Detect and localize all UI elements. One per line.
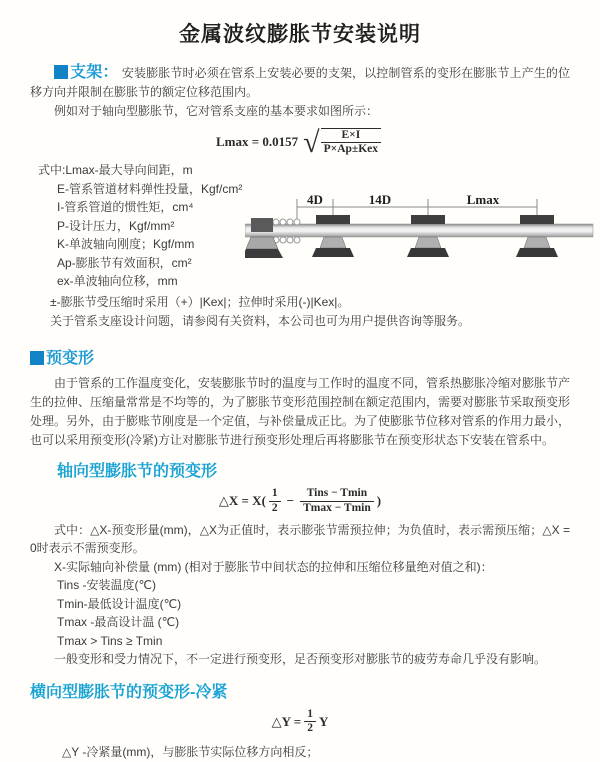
- definition-line: Ap-膨胀节有效面积，cm²: [57, 255, 192, 270]
- temperature-numerator: Tins − Tmin: [300, 487, 374, 501]
- lmax-formula-lhs: Lmax = 0.0157: [215, 134, 299, 150]
- lateral-subheading: 横向型膨胀节的预变形-冷紧: [30, 683, 228, 701]
- kex-note: ±-膨胀节受压缩时采用（+）|Kex|；拉伸时采用(-)|Kex|。: [50, 295, 350, 310]
- one-half-fraction: [304, 708, 316, 735]
- axial-note-line: Tmax > Tins ≥ Tmin: [57, 633, 163, 648]
- axial-subheading: 轴向型膨胀节的预变形: [57, 463, 218, 481]
- definition-line: I-管系管道的惯性矩，cm⁴: [57, 200, 194, 215]
- lateral-formula: [30, 708, 570, 735]
- half-denominator: 2: [271, 501, 278, 514]
- pipe: [245, 224, 593, 237]
- one-half-fraction: [269, 487, 281, 514]
- definition-line: ex-单波轴向位移，mm: [57, 274, 178, 289]
- predeform-body: 由于管系的工作温度变化，安装膨胀节时的温度与工作时的温度不同，管系热膨胀冷缩对膨胀节产生的拉伸、压缩量常常是不均等的，为了膨胀节变形范围控制在额定范围内，需要对膨胀节采取预变形处理。另外，由于膨账节刚度是一个定值，与补偿量成正比。为了使膨胀节位移对管系的作用力最小，也可以采用预变形(冷紧)方让对膨胀节进行预变形处理后再将膨胀节在预变形状态下安装在管系中。: [30, 376, 571, 448]
- definition-line: 式中:Lmax-最大导向间距，m: [38, 163, 193, 178]
- half-numerator: 1: [269, 487, 281, 501]
- half-numerator: 1: [304, 708, 316, 722]
- lmax-formula-denominator: P×Ap±Kex: [323, 143, 379, 156]
- axial-note-line: 一般变形和受力情况下，不一定进行预变形，足否预变形对膨胀节的疲劳寿命几乎没有影响。: [54, 652, 547, 667]
- support-intro-paragraph: [30, 63, 570, 102]
- axial-note-line: Tmax -最高设计温 (℃): [57, 615, 180, 630]
- temperature-denominator: Tmax − Tmin: [303, 501, 371, 514]
- lateral-note: △Y -冷紧量(mm)，与膨胀节实际位移方向相反；: [62, 745, 319, 760]
- lateral-formula-tail: Y: [318, 713, 329, 729]
- support-section-heading: [54, 64, 118, 81]
- axial-note-line: Tmin-最低设计温度(℃): [57, 596, 182, 611]
- consulting-note: 关于管系支座设计问题，请参阅有关资料，本公司也可为用户提供咨询等服务。: [50, 314, 471, 329]
- support-example-line: 例如对于轴向型膨胀节，它对管系支座的基本要求如图所示：: [54, 104, 379, 118]
- axial-note-line: X-实际轴向补偿量 (mm) (相对于膨胀节中间状态的拉伸和压缩位移量绝对值之和)：: [54, 559, 493, 574]
- section-marker-icon: [30, 351, 44, 365]
- lateral-formula-lead: △Y =: [271, 713, 302, 729]
- dimension-label-14d: 14D: [368, 192, 392, 208]
- support-intro-text: 安装膨胀节时必须在管系上安装必要的支架，以控制管系的变形在膨胀节上产生的位移方向并限制在膨胀节的额定位移范围内。: [30, 66, 570, 99]
- section-marker-icon: [54, 65, 68, 79]
- axial-note-line: 式中：△X-预变形量(mm)，△X为正值时，表示膨张节需预拉伸；为负值时，表示需预压缩；△X = 0时表示不需预变形。: [30, 522, 570, 556]
- lmax-formula-fraction: [321, 128, 381, 156]
- support-heading-label: 支架：: [70, 64, 119, 81]
- lmax-formula-numerator: E×I: [321, 129, 381, 143]
- half-denominator: 2: [307, 722, 313, 735]
- definitions-and-diagram: [30, 161, 570, 293]
- definition-line: E-管系管道材料弹性投量，Kgf/cm²: [57, 181, 243, 196]
- axial-formula-operator: −: [286, 493, 295, 509]
- predeform-section-heading: [30, 345, 570, 368]
- dimension-label-lmax: Lmax: [466, 192, 500, 208]
- definition-line: K-单波轴向刚度；Kgf/mm: [57, 237, 195, 252]
- temperature-fraction: [300, 487, 374, 514]
- radical-sign: √: [303, 125, 320, 159]
- axial-notes: [30, 521, 570, 669]
- definition-line: P-设计压力，Kgf/mm²: [57, 218, 175, 233]
- dimension-label-4d: 4D: [307, 192, 323, 208]
- axial-formula-lead: △X = X(: [218, 493, 266, 509]
- lmax-formula: [30, 125, 570, 159]
- axial-formula-close: ): [376, 493, 382, 509]
- page-title: 金属波纹膨胀节安装说明: [179, 23, 421, 46]
- axial-formula: [30, 487, 570, 514]
- axial-note-line: Tins -安装温度(℃): [57, 578, 157, 593]
- pipe-support-diagram: [245, 191, 600, 283]
- predeform-heading-label: 预变形: [46, 350, 95, 368]
